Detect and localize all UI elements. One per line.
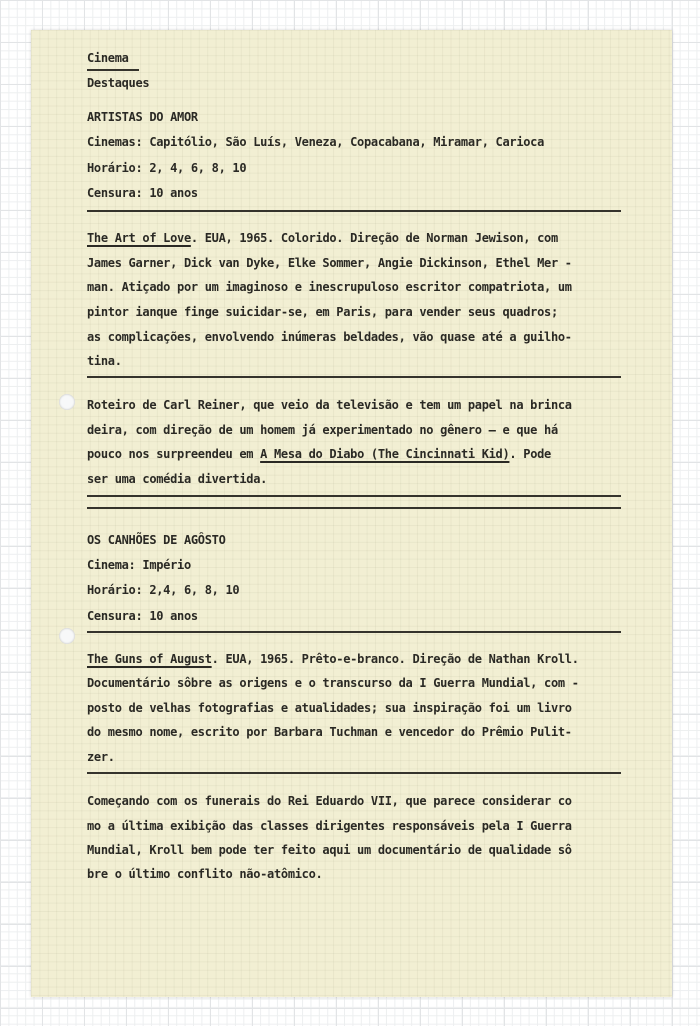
review-text: . Pode [509, 447, 551, 461]
punch-hole [59, 628, 75, 644]
original-title: The Art of Love [87, 231, 191, 245]
subsection-heading: Destaques [87, 76, 150, 90]
showtimes-line: Horário: 2,4, 6, 8, 10 [87, 583, 240, 597]
divider [87, 631, 621, 633]
summary-line: posto de velhas fotografias e atualidades; sua inspiração foi um livro [87, 701, 572, 715]
review-line: bre o último conflito não-atômico. [87, 867, 323, 881]
review-line: Mundial, Kroll bem pode ter feito aqui um documentário de qualidade sô [87, 843, 572, 857]
summary-line: Documentário sôbre as origens e o transcurso da I Guerra Mundial, com - [87, 676, 579, 690]
review-text: pouco nos surpreendeu em [87, 447, 261, 461]
film-title: OS CANHÕES DE AGÔSTO [87, 533, 226, 547]
divider [87, 210, 621, 212]
punch-hole [59, 394, 75, 410]
section-underline [87, 69, 139, 71]
typewritten-sheet [31, 30, 672, 997]
summary-line: zer. [87, 750, 115, 764]
divider [87, 507, 621, 509]
original-title: The Guns of August [87, 652, 212, 666]
divider [87, 495, 621, 497]
rating-line: Censura: 10 anos [87, 609, 198, 623]
summary-line [87, 652, 579, 666]
summary-line: tina. [87, 354, 122, 368]
cinemas-line: Cinema: Império [87, 558, 191, 572]
summary-text: . EUA, 1965. Colorido. Direção de Norman Jewison, com [190, 231, 558, 245]
review-line: deira, com direção de um homem já experimentado no gênero — e que há [87, 423, 558, 437]
review-line [87, 447, 551, 461]
summary-line: James Garner, Dick van Dyke, Elke Sommer, Angie Dickinson, Ethel Mer - [87, 256, 572, 270]
review-line: Começando com os funerais do Rei Eduardo VII, que parece considerar co [87, 794, 572, 808]
referenced-film-title: A Mesa do Diabo (The Cincinnati Kid) [260, 447, 510, 461]
film-title: ARTISTAS DO AMOR [87, 110, 198, 124]
review-line: ser uma comédia divertida. [87, 472, 268, 486]
review-line: Roteiro de Carl Reiner, que veio da televisão e tem um papel na brinca [87, 398, 572, 412]
summary-line: as complicações, envolvendo inúmeras beldades, vão quase até a guilho- [87, 330, 572, 344]
section-heading: Cinema [87, 51, 129, 65]
summary-line: pintor ianque finge suicidar-se, em Paris, para vender seus quadros; [87, 305, 558, 319]
rating-line: Censura: 10 anos [87, 186, 198, 200]
summary-line: man. Atiçado por um imaginoso e inescrupuloso escritor compatriota, um [87, 280, 572, 294]
cinemas-line: Cinemas: Capitólio, São Luís, Veneza, Copacabana, Miramar, Carioca [87, 135, 545, 149]
summary-text: . EUA, 1965. Prêto-e-branco. Direção de Nathan Kroll. [211, 652, 579, 666]
summary-line [87, 231, 558, 245]
summary-line: do mesmo nome, escrito por Barbara Tuchman e vencedor do Prêmio Pulit- [87, 725, 572, 739]
divider [87, 772, 621, 774]
showtimes-line: Horário: 2, 4, 6, 8, 10 [87, 161, 247, 175]
review-line: mo a última exibição das classes dirigentes responsáveis pela I Guerra [87, 819, 572, 833]
divider [87, 376, 621, 378]
